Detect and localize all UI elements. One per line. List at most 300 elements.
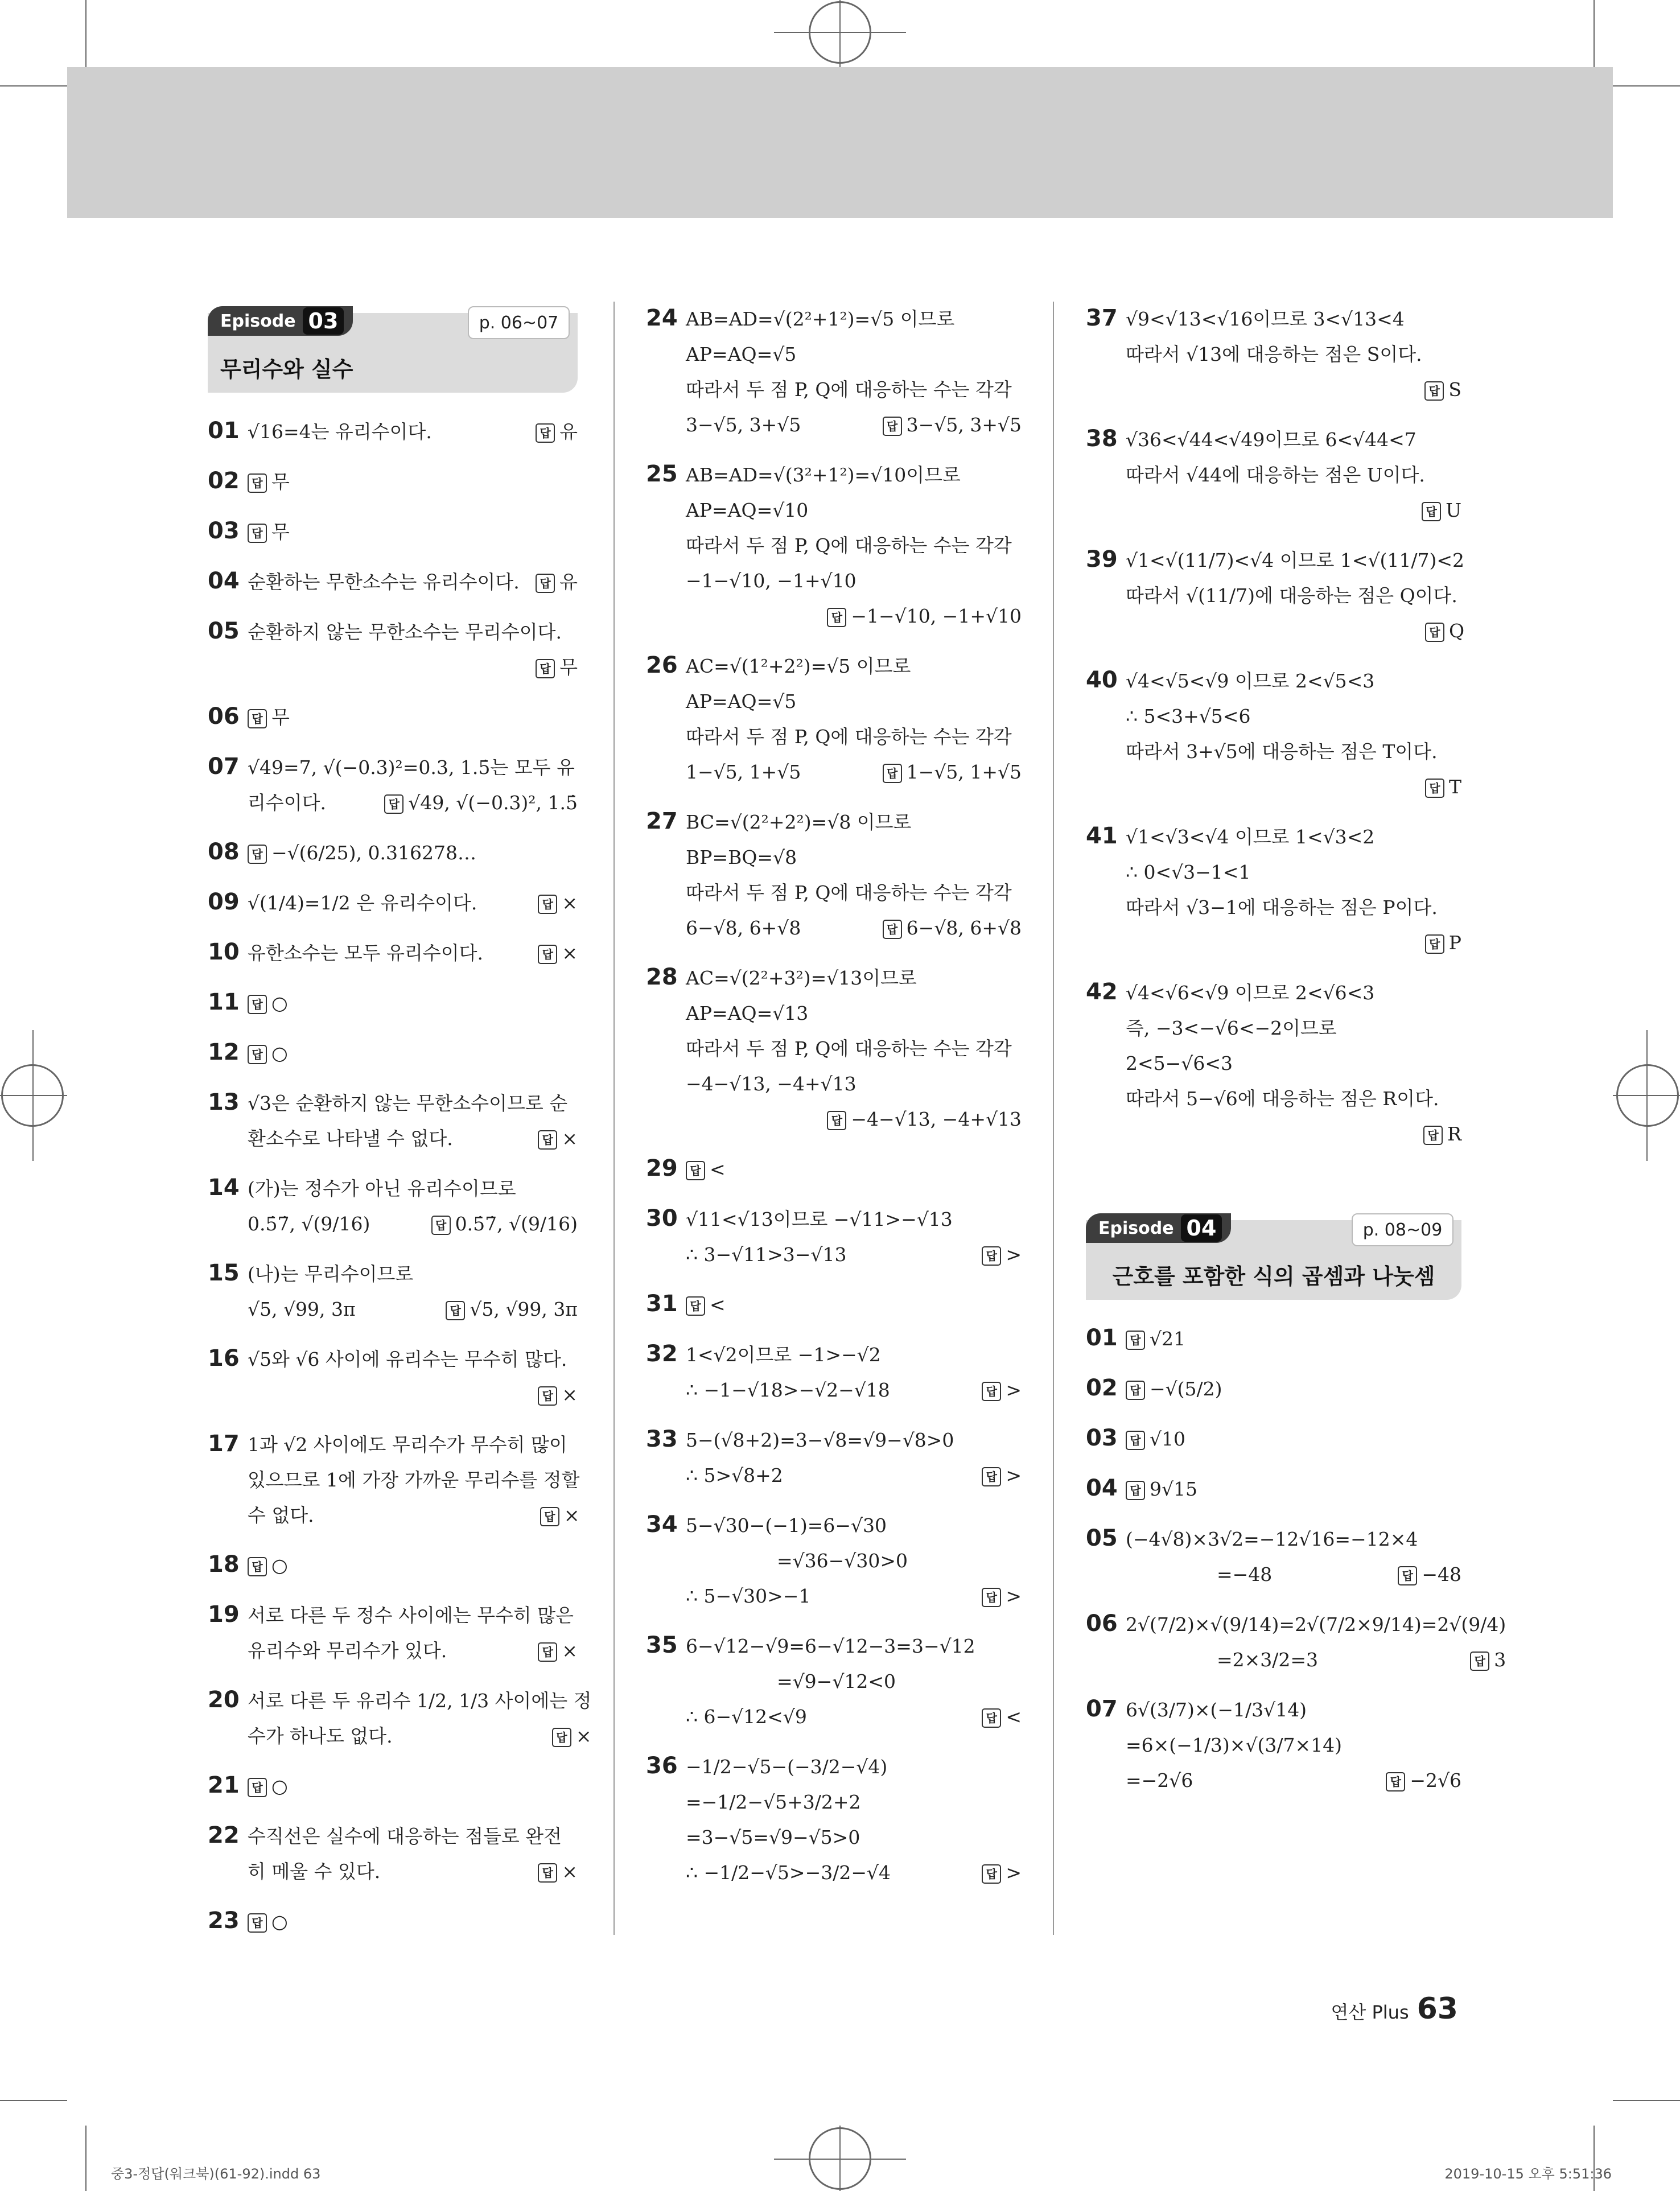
answer-mark-icon: 답 — [1422, 502, 1441, 521]
item-number: 20 — [208, 1687, 240, 1713]
solution-text: 따라서 √13에 대응하는 점은 S이다. — [1126, 343, 1422, 365]
solution-line — [686, 337, 1022, 372]
answer — [686, 1158, 726, 1180]
answer-item — [208, 615, 578, 685]
solution-text: 히 메울 수 있다. — [248, 1860, 381, 1883]
answer-item — [208, 1086, 578, 1156]
item-body — [1126, 664, 1461, 805]
solution-line — [248, 1854, 578, 1889]
solution-text: =−1/2−√5+3/2+2 — [686, 1791, 861, 1813]
item-body — [686, 961, 1022, 1137]
answer-mark-icon: 답 — [686, 1161, 705, 1180]
solution-line — [1126, 1642, 1506, 1678]
item-number: 15 — [208, 1260, 240, 1286]
page-number: 63 — [1417, 1992, 1458, 2026]
answer-mark-icon: 답 — [1126, 1331, 1145, 1350]
solution-text: BC=√(2²+2²)=√8 이므로 — [686, 811, 912, 833]
answer — [883, 755, 1022, 790]
solution-text: −4−√13, −4+√13 — [686, 1073, 857, 1095]
answer-value: 무 — [271, 521, 290, 543]
solution-text: √5와 √6 사이에 유리수는 무수히 많다. — [248, 1348, 567, 1370]
answer-mark-icon: 답 — [982, 1708, 1001, 1728]
item-number: 14 — [208, 1175, 240, 1201]
answer-list — [646, 302, 1022, 1891]
item-number: 19 — [208, 1601, 240, 1628]
answer-item — [208, 700, 578, 735]
solution-line — [686, 1066, 1022, 1102]
answer-value: > — [1006, 1379, 1022, 1401]
solution-text: ∴ 3−√11>3−√13 — [686, 1243, 847, 1266]
solution-line — [1126, 855, 1461, 890]
answer-item — [1086, 975, 1461, 1152]
answer-value: √49, √(−0.3)², 1.5̇ — [408, 792, 578, 814]
item-body — [1126, 302, 1461, 407]
item-number: 06 — [1086, 1611, 1118, 1637]
footer-label: 연산 Plus — [1331, 2001, 1409, 2023]
answer — [1386, 1763, 1461, 1798]
solution-line — [248, 1633, 578, 1669]
solution-line — [1126, 337, 1461, 372]
solution-text: 1과 √2 사이에도 무리수가 무수히 많이 — [248, 1434, 567, 1456]
answer — [1423, 1123, 1461, 1145]
item-number: 28 — [646, 964, 678, 990]
item-body — [248, 1342, 578, 1412]
answer-item — [1086, 1422, 1461, 1457]
solution-text: −1/2−√5−(−3/2−√4) — [686, 1756, 888, 1778]
solution-text: AP=AQ=√5 — [686, 690, 797, 713]
solution-line — [1126, 1472, 1461, 1507]
answer — [536, 656, 578, 678]
item-number: 13 — [208, 1089, 240, 1115]
answer-item — [646, 302, 1022, 443]
solution-text: 환소수로 나타낼 수 없다. — [248, 1127, 453, 1150]
solution-line — [686, 1237, 1022, 1272]
solution-text: =−2√6 — [1126, 1769, 1193, 1791]
solution-text: √36<√44<√49이므로 6<√44<7 — [1126, 429, 1417, 451]
solution-line — [686, 1699, 1022, 1735]
answer-mark-icon: 답 — [248, 995, 267, 1014]
item-number: 16 — [208, 1345, 240, 1372]
solution-text: √11<√13이므로 −√11>−√13 — [686, 1208, 953, 1230]
solution-text: AB=AD=√(2²+1²)=√5 이므로 — [686, 308, 955, 330]
solution-text: √16=4는 유리수이다. — [248, 421, 432, 443]
answer — [1398, 1557, 1461, 1592]
solution-text: 5−(√8+2)=3−√8=√9−√8>0 — [686, 1429, 954, 1451]
solution-text: 따라서 √44에 대응하는 점은 U이다. — [1126, 464, 1425, 486]
header-band — [67, 67, 1613, 218]
answer-item — [208, 1342, 578, 1412]
answer — [248, 992, 288, 1014]
solution-line — [1126, 543, 1464, 578]
item-number: 23 — [208, 1908, 240, 1934]
answer-value: ○ — [271, 1910, 288, 1933]
answer-item — [208, 1171, 578, 1242]
item-number: 12 — [208, 1039, 240, 1065]
item-body — [686, 1508, 1022, 1614]
item-body — [1126, 422, 1461, 528]
solution-text: 유한소수는 모두 유리수이다. — [248, 942, 484, 964]
answer-mark-icon: 답 — [1423, 1126, 1443, 1145]
registration-line — [839, 2126, 841, 2191]
answer-value: 무 — [271, 471, 290, 493]
answer — [982, 1458, 1022, 1493]
solution-line — [248, 565, 578, 600]
answer-list — [1086, 302, 1465, 1152]
item-number: 03 — [1086, 1425, 1118, 1451]
item-body — [1126, 1692, 1461, 1798]
solution-line — [686, 961, 1022, 996]
answer — [827, 605, 1022, 627]
solution-text: 있으므로 1에 가장 가까운 무리수를 정할 — [248, 1469, 580, 1491]
solution-text: 2<5−√6<3 — [1126, 1052, 1233, 1074]
answer-item — [646, 649, 1022, 790]
episode-header — [208, 302, 578, 393]
answer-item — [646, 1749, 1022, 1891]
solution-line — [686, 528, 1022, 563]
answer-mark-icon: 답 — [538, 1386, 557, 1406]
item-body — [248, 1036, 578, 1071]
answer-mark-icon: 답 — [248, 1778, 267, 1797]
solution-line — [686, 302, 1022, 337]
episode-tag — [1086, 1213, 1231, 1243]
answer-mark-icon: 답 — [1126, 1381, 1145, 1400]
item-body — [1126, 1607, 1506, 1678]
item-number: 30 — [646, 1205, 678, 1232]
answer-mark-icon: 답 — [538, 895, 557, 914]
solution-line — [1126, 1011, 1461, 1046]
solution-text: (−4√8)×3√2=−12√16=−12×4 — [1126, 1528, 1418, 1550]
answer-value: −48 — [1422, 1563, 1461, 1585]
answer-mark-icon: 답 — [248, 845, 267, 864]
answer-mark-icon: 답 — [538, 1863, 557, 1883]
solution-text: 즉, −3<−√6<−2이므로 — [1126, 1017, 1337, 1039]
answer — [1126, 1428, 1185, 1450]
answer-value: −√(6/25), 0.316278… — [271, 842, 476, 864]
answer-mark-icon: 답 — [1470, 1652, 1489, 1671]
solution-line — [248, 1598, 578, 1633]
answer — [538, 1633, 578, 1669]
answer-item — [1086, 1321, 1461, 1357]
item-number: 07 — [1086, 1696, 1118, 1722]
item-body — [1126, 1372, 1461, 1407]
solution-line — [248, 986, 578, 1021]
answer-mark-icon: 답 — [1425, 779, 1444, 798]
item-number: 27 — [646, 808, 678, 834]
middle-column — [646, 302, 1022, 1905]
answer-mark-icon: 답 — [446, 1301, 465, 1320]
answer-item — [646, 1202, 1022, 1272]
solution-line — [1126, 890, 1461, 925]
answer — [538, 1383, 578, 1406]
solution-text: 따라서 √3−1에 대응하는 점은 P이다. — [1126, 896, 1438, 919]
item-body — [686, 805, 1022, 946]
answer-item — [646, 1337, 1022, 1408]
answer-mark-icon: 답 — [982, 1864, 1001, 1884]
crop-mark — [0, 85, 67, 87]
answer — [686, 1294, 726, 1316]
solution-text: 1<√2이므로 −1>−√2 — [686, 1344, 881, 1366]
item-number: 11 — [208, 989, 240, 1015]
solution-text: 수 없다. — [248, 1504, 314, 1526]
solution-text: AP=AQ=√13 — [686, 1002, 809, 1024]
page-footer — [1331, 1992, 1458, 2026]
solution-line — [248, 1342, 578, 1377]
item-body — [1126, 543, 1464, 649]
solution-text: AC=√(1²+2²)=√5 이므로 — [686, 655, 911, 677]
registration-line — [839, 0, 841, 67]
solution-text: √1<√3<√4 이므로 1<√3<2 — [1126, 826, 1375, 848]
solution-line — [1126, 734, 1461, 769]
solution-line — [248, 514, 578, 550]
solution-text: 3−√5, 3+√5 — [686, 414, 801, 436]
answer — [431, 1206, 578, 1242]
item-number: 01 — [208, 418, 240, 444]
answer-item — [208, 1427, 578, 1533]
episode-number: 03 — [303, 307, 344, 335]
answer-mark-icon: 답 — [982, 1467, 1001, 1486]
item-number: 40 — [1086, 667, 1118, 693]
answer — [536, 414, 578, 450]
answer-mark-icon: 답 — [1398, 1566, 1417, 1585]
solution-line — [1126, 372, 1461, 407]
answer-value: 9√15 — [1150, 1478, 1198, 1500]
answer-item — [646, 1423, 1022, 1493]
solution-line — [1126, 1692, 1461, 1728]
solution-text: ∴ −1/2−√5>−3/2−√4 — [686, 1861, 891, 1884]
answer — [1422, 499, 1461, 521]
registration-line — [0, 1095, 67, 1096]
item-number: 39 — [1086, 546, 1118, 573]
item-body — [1126, 1321, 1461, 1357]
item-body — [248, 750, 578, 821]
answer-value: ○ — [271, 1775, 288, 1797]
solution-line — [248, 1377, 578, 1412]
answer-value: × — [562, 1860, 578, 1883]
solution-text: ∴ 5>√8+2 — [686, 1464, 783, 1486]
item-number: 33 — [646, 1426, 678, 1452]
answer-item — [208, 514, 578, 550]
answer-value: R — [1447, 1123, 1461, 1145]
solution-line — [686, 1785, 1022, 1820]
answer-value: −4−√13, −4+√13 — [851, 1108, 1022, 1130]
answer-value: < — [710, 1294, 726, 1316]
answer-mark-icon: 답 — [883, 920, 902, 939]
solution-line — [1126, 613, 1464, 649]
answer — [538, 886, 578, 921]
solution-line — [1126, 664, 1461, 699]
solution-line — [1126, 1372, 1461, 1407]
answer-item — [1086, 302, 1461, 407]
answer-value: × — [562, 1383, 578, 1406]
item-body — [248, 886, 578, 921]
crop-mark — [1613, 85, 1680, 87]
item-number: 42 — [1086, 979, 1118, 1005]
item-body — [686, 1629, 1022, 1735]
solution-text: 따라서 두 점 P, Q에 대응하는 수는 각각 — [686, 378, 1012, 401]
item-body — [248, 615, 578, 685]
answer-value: √5, √99, 3π — [470, 1298, 578, 1320]
solution-line — [686, 996, 1022, 1031]
solution-line — [248, 1683, 592, 1719]
solution-text: 6−√8, 6+√8 — [686, 917, 801, 939]
item-number: 09 — [208, 889, 240, 915]
solution-text: 따라서 3+√5에 대응하는 점은 T이다. — [1126, 740, 1438, 763]
answer-value: ○ — [271, 1042, 288, 1064]
solution-line — [686, 1202, 1022, 1237]
answer-value: 유 — [559, 421, 578, 443]
solution-text: =6×(−1/3)×√(3/7×14) — [1126, 1734, 1342, 1756]
solution-line — [248, 414, 578, 450]
answer-item — [1086, 543, 1465, 649]
answer-mark-icon: 답 — [1425, 623, 1444, 642]
item-body — [686, 1152, 1022, 1187]
answer-value: T — [1448, 776, 1461, 798]
solution-text: BP=BQ=√8 — [686, 846, 797, 868]
solution-line — [686, 684, 1022, 719]
solution-text: =√9−√12<0 — [777, 1670, 896, 1692]
solution-line — [686, 599, 1022, 634]
episode-header — [1086, 1209, 1461, 1300]
answer-value: × — [562, 892, 578, 914]
solution-text: 따라서 두 점 P, Q에 대응하는 수는 각각 — [686, 1037, 1012, 1060]
answer-value: 6−√8, 6+√8 — [906, 917, 1022, 939]
answer — [248, 1554, 288, 1576]
answer-mark-icon: 답 — [536, 423, 555, 443]
answer-value: P — [1448, 932, 1461, 954]
solution-text: √4<√6<√9 이므로 2<√6<3 — [1126, 982, 1375, 1004]
solution-line — [1126, 1522, 1461, 1557]
item-body — [248, 835, 578, 871]
solution-line — [686, 805, 1022, 840]
solution-text: AB=AD=√(3²+1²)=√10이므로 — [686, 464, 961, 486]
solution-text: √(1/4)=1/2 은 유리수이다. — [248, 892, 477, 914]
answer-item — [1086, 1692, 1461, 1798]
solution-text: ∴ 5−√30>−1 — [686, 1585, 811, 1607]
item-body — [686, 1749, 1022, 1891]
answer-item — [1086, 1372, 1461, 1407]
answer-item — [1086, 1472, 1461, 1507]
answer-item — [208, 464, 578, 500]
solution-line — [248, 936, 578, 971]
answer — [446, 1292, 578, 1327]
answer-item — [208, 1548, 578, 1583]
item-number: 22 — [208, 1822, 240, 1848]
item-body — [1126, 1422, 1461, 1457]
solution-line — [1126, 493, 1461, 528]
answer-value: 무 — [271, 706, 290, 728]
answer-mark-icon: 답 — [982, 1588, 1001, 1607]
answer — [982, 1579, 1022, 1614]
solution-text: 따라서 두 점 P, Q에 대응하는 수는 각각 — [686, 882, 1012, 904]
answer-value: −√(5/2) — [1150, 1378, 1222, 1400]
answer-mark-icon: 답 — [248, 709, 267, 728]
solution-line — [1126, 925, 1461, 961]
solution-text: (가)는 정수가 아닌 유리수이므로 — [248, 1177, 516, 1200]
answer-mark-icon: 답 — [1424, 381, 1444, 401]
episode-number: 04 — [1181, 1214, 1222, 1242]
item-number: 25 — [646, 461, 678, 487]
answer — [1126, 1378, 1222, 1400]
answer-mark-icon: 답 — [248, 1913, 267, 1933]
item-number: 07 — [208, 753, 240, 780]
item-number: 21 — [208, 1772, 240, 1798]
solution-text: AC=√(2²+3²)=√13이므로 — [686, 967, 917, 989]
solution-text: 서로 다른 두 유리수 1/2, 1/3 사이에는 정 — [248, 1690, 592, 1712]
item-body — [248, 1769, 578, 1804]
solution-text: 따라서 두 점 P, Q에 대응하는 수는 각각 — [686, 534, 1012, 557]
solution-text: =3−√5=√9−√5>0 — [686, 1826, 860, 1848]
answer-value: 1−√5, 1+√5 — [906, 761, 1022, 783]
answer-list — [208, 414, 592, 1939]
solution-text: 유리수와 무리수가 있다. — [248, 1640, 447, 1662]
answer-item — [208, 936, 578, 971]
answer-value: −1−√10, −1+√10 — [851, 605, 1022, 627]
solution-line — [686, 1102, 1022, 1137]
answer — [248, 842, 476, 864]
answer-mark-icon: 답 — [552, 1728, 571, 1747]
answer-item — [208, 1819, 578, 1889]
item-number: 32 — [646, 1341, 678, 1367]
answer-mark-icon: 답 — [536, 574, 555, 593]
answer-value: > — [1006, 1861, 1022, 1884]
solution-line — [248, 835, 578, 871]
item-number: 02 — [1086, 1375, 1118, 1401]
crop-mark — [85, 0, 87, 67]
answer — [982, 1855, 1022, 1891]
item-body — [248, 565, 578, 600]
solution-line — [248, 1171, 578, 1206]
solution-text: √3은 순환하지 않는 무한소수이므로 순 — [248, 1092, 568, 1114]
solution-text: 5−√30−(−1)=6−√30 — [686, 1514, 887, 1537]
answer-item — [208, 750, 578, 821]
solution-line — [248, 1498, 580, 1533]
solution-line — [248, 1904, 578, 1939]
answer-item — [646, 1629, 1022, 1735]
answer-value: × — [563, 1504, 580, 1526]
answer-value: × — [562, 1640, 578, 1662]
solution-line — [1126, 1117, 1461, 1152]
item-number: 29 — [646, 1155, 678, 1181]
solution-text: 서로 다른 두 정수 사이에는 무수히 많은 — [248, 1604, 574, 1626]
answer-value: > — [1006, 1464, 1022, 1486]
solution-text: −1−√10, −1+√10 — [686, 570, 857, 592]
answer-item — [1086, 422, 1461, 528]
solution-line — [1126, 1046, 1461, 1081]
item-body — [248, 1086, 578, 1156]
item-number: 05 — [208, 618, 240, 644]
answer-value: < — [710, 1158, 726, 1180]
answer — [1126, 1328, 1185, 1350]
solution-line — [686, 1749, 1022, 1785]
crop-mark — [1613, 2100, 1680, 2101]
solution-text: 따라서 √(11/7)에 대응하는 점은 Q이다. — [1126, 584, 1457, 607]
item-body — [248, 514, 578, 550]
answer-value: ○ — [271, 992, 288, 1014]
answer-value: × — [562, 942, 578, 964]
answer — [384, 785, 578, 821]
solution-line — [686, 1820, 1022, 1855]
answer-mark-icon: 답 — [1126, 1431, 1145, 1450]
solution-line — [686, 1373, 1022, 1408]
item-body — [1126, 819, 1461, 961]
answer-list — [1086, 1321, 1506, 1798]
item-body — [248, 1904, 578, 1939]
episode-label: Episode — [1098, 1218, 1174, 1238]
solution-line — [248, 1292, 578, 1327]
solution-text: AP=AQ=√5 — [686, 343, 797, 365]
answer-mark-icon: 답 — [248, 524, 267, 543]
answer-mark-icon: 답 — [1425, 934, 1444, 954]
